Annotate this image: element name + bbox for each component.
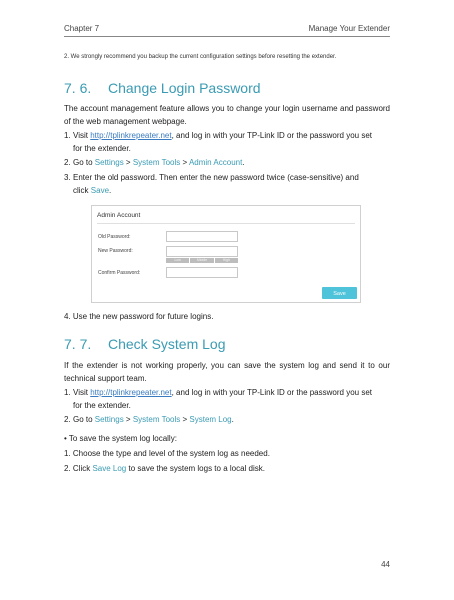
step-4: 4. Use the new password for future logins. — [64, 312, 214, 321]
backup-note: 2. We strongly recommend you backup the current configuration settings before resetting the extender. — [64, 54, 337, 60]
strength-low: Low — [166, 258, 189, 263]
settings-menu-ref: Settings — [94, 415, 124, 424]
header-title: Manage Your Extender — [308, 24, 390, 33]
save-log-ref: Save Log — [92, 464, 127, 473]
old-password-label: Old Password: — [98, 234, 131, 240]
header-divider — [64, 36, 390, 37]
confirm-password-label: Confirm Password: — [98, 270, 141, 276]
step-2: 2. Go to Settings > System Tools > Admin Account. — [64, 158, 245, 167]
old-password-field[interactable] — [166, 231, 238, 242]
chapter-label: Chapter 7 — [64, 24, 100, 33]
system-tools-ref: System Tools — [132, 415, 181, 424]
section-intro: The account management feature allows you to change your login username and password of the web management webpage. — [64, 104, 390, 126]
section-heading-change-password — [64, 80, 261, 96]
new-password-label: New Password: — [98, 248, 133, 254]
settings-menu-ref: Settings — [94, 158, 124, 167]
section-title: Change Login Password — [108, 80, 261, 96]
step-3: 3. Enter the old password. Then enter the new password twice (case-sensitive) and click Save. — [64, 173, 359, 195]
page-number: 44 — [381, 560, 390, 569]
step-2: 2. Go to Settings > System Tools > System Log. — [64, 415, 234, 424]
log-step-2: 2. Click Save Log to save the system logs to a local disk. — [64, 464, 265, 473]
section-number: 7. 7. — [64, 336, 92, 352]
system-tools-ref: System Tools — [132, 158, 181, 167]
system-log-ref: System Log — [189, 415, 232, 424]
admin-account-panel — [91, 205, 361, 303]
admin-account-ref: Admin Account — [188, 158, 243, 167]
section-title: Check System Log — [108, 336, 226, 352]
log-step-1: 1. Choose the type and level of the system log as needed. — [64, 449, 270, 458]
confirm-password-field[interactable] — [166, 267, 238, 278]
tplink-repeater-link[interactable]: http://tplinkrepeater.net — [90, 131, 172, 140]
step-1: 1. Visit http://tplinkrepeater.net, and log in with your TP-Link ID or the password you set for the extender. — [64, 131, 372, 153]
new-password-field[interactable] — [166, 246, 238, 257]
section-heading-system-log — [64, 336, 226, 352]
section-intro: If the extender is not working properly, you can save the system log and send it to our technical support team. — [64, 361, 390, 383]
strength-middle: Middle — [190, 258, 213, 263]
section-number: 7. 6. — [64, 80, 92, 96]
panel-title: Admin Account — [97, 212, 141, 219]
bullet-save-locally: • To save the system log locally: — [64, 434, 177, 443]
save-button[interactable]: Save — [322, 287, 357, 299]
password-strength-meter — [166, 258, 238, 263]
panel-divider — [97, 223, 355, 224]
tplink-repeater-link[interactable]: http://tplinkrepeater.net — [90, 388, 172, 397]
step-1: 1. Visit http://tplinkrepeater.net, and log in with your TP-Link ID or the password you set for the extender. — [64, 388, 372, 410]
save-ref: Save — [90, 185, 110, 195]
strength-high: High — [215, 258, 238, 263]
